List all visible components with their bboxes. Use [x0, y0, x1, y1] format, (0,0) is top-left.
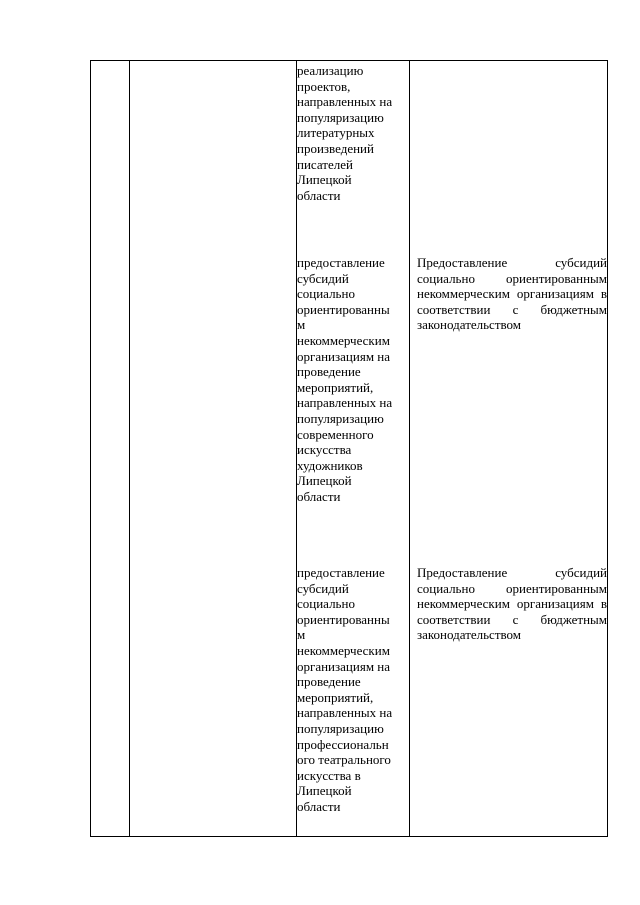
column-divider-1 — [129, 61, 130, 836]
table-row-2-mechanism-text: Предоставление субсидий социально ориентированным некоммерческим организациям в соответствии с бюджетным законодательством — [417, 255, 607, 333]
program-table — [90, 60, 608, 837]
table-row-2-activity-cell — [297, 255, 409, 505]
column-divider-3 — [409, 61, 410, 836]
table-row-3-mechanism-text: Предоставление субсидий социально ориентированным некоммерческим организациям в соответствии с бюджетным законодательством — [417, 565, 607, 643]
table-row-3-activity-cell — [297, 565, 409, 815]
table-row-1-activity-cell — [297, 63, 409, 203]
table-row-1-activity-text: реализацию проектов, направленных на популяризацию литературных произведений писателей Липецкой области — [297, 63, 393, 203]
table-row-3-activity-text: предоставление субсидий социально ориентированны м некоммерческим организациям на проведение мероприятий, направленных на популяризацию профессиональн ого театрального искусства в Липецкой области — [297, 565, 393, 814]
table-row-2-mechanism-cell — [417, 255, 607, 333]
table-row-2-activity-text: предоставление субсидий социально ориентированны м некоммерческим организациям на проведение мероприятий, направленных на популяризацию современного искусства художников Липецкой области — [297, 255, 393, 504]
table-row-3-mechanism-cell — [417, 565, 607, 643]
